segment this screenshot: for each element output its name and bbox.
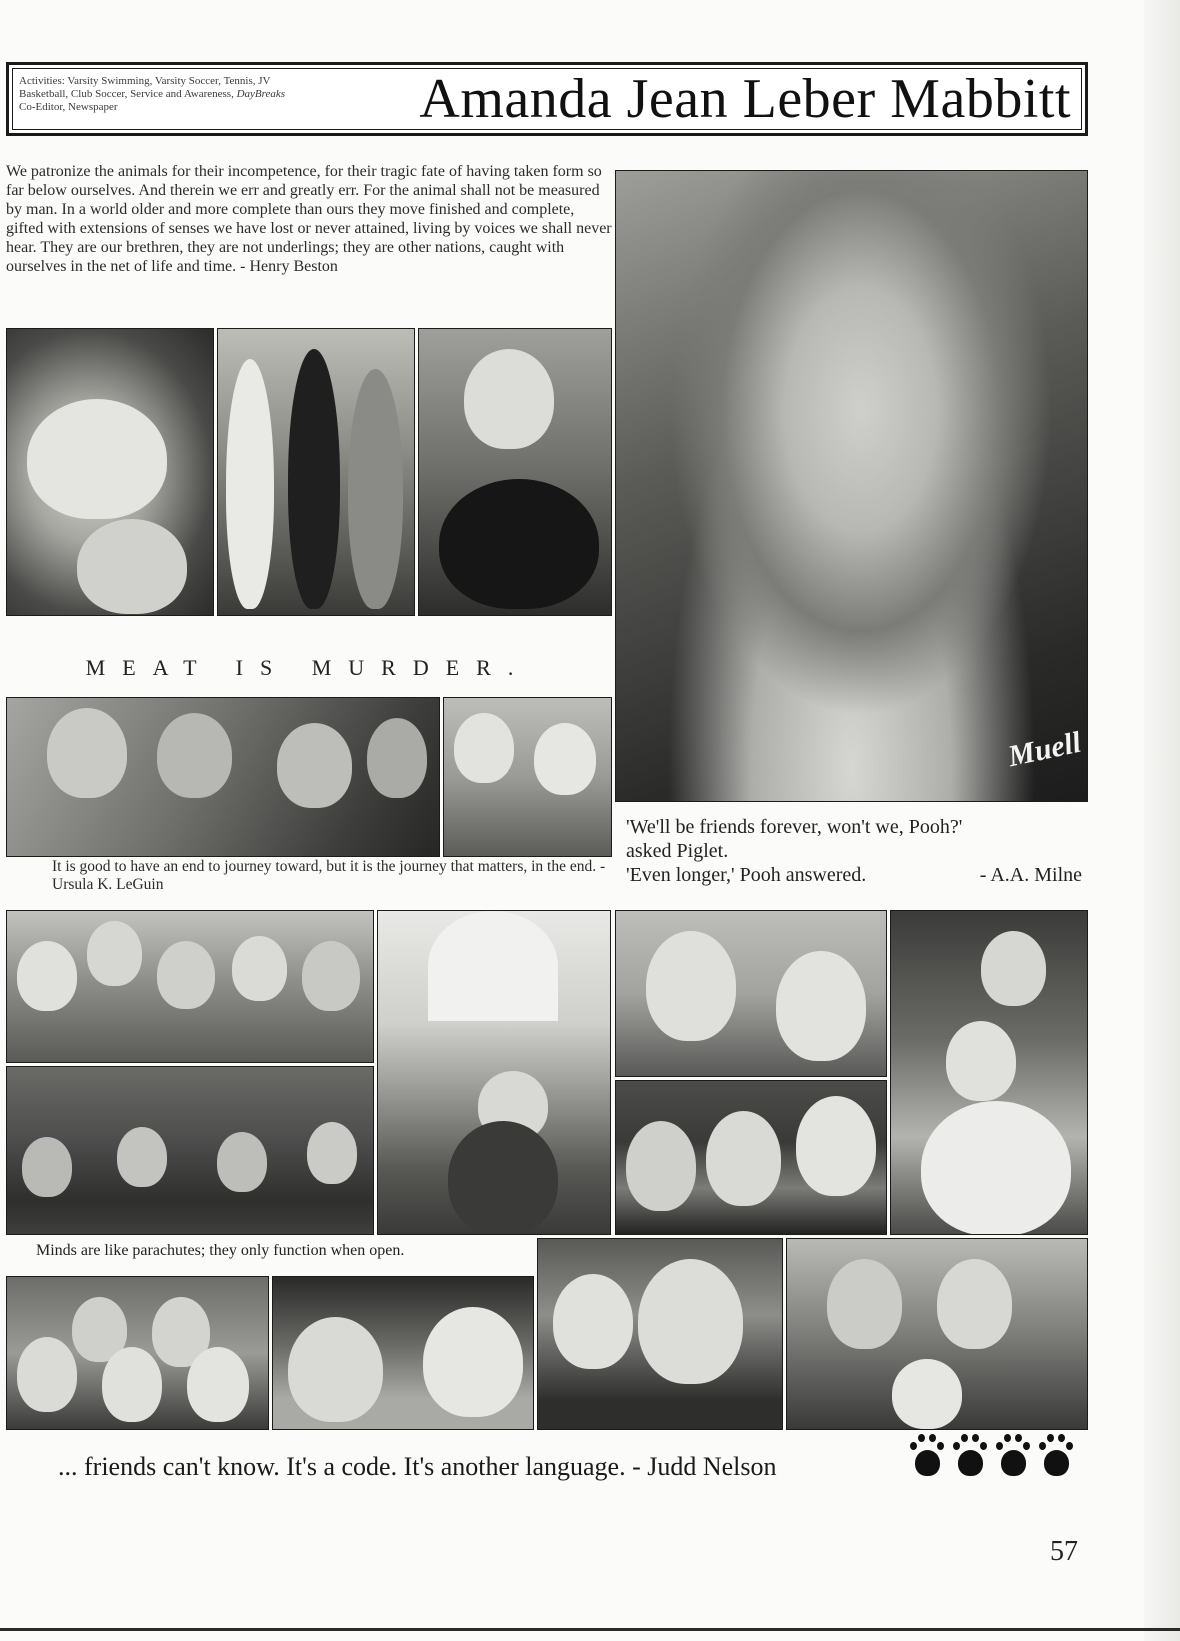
face-shape xyxy=(367,718,427,798)
face-shape xyxy=(307,1122,357,1184)
judd-nelson-quote: ... friends can't know. It's a code. It's another language. - Judd Nelson xyxy=(58,1452,777,1481)
figure-shape xyxy=(348,369,403,609)
name-header xyxy=(6,62,1088,136)
face-shape xyxy=(87,921,142,986)
photo-friends-saluting xyxy=(6,697,440,857)
face-shape xyxy=(217,1132,267,1192)
paw-print-icon xyxy=(994,1432,1032,1480)
face-shape xyxy=(423,1307,523,1417)
figure-shape xyxy=(226,359,274,609)
face-shape xyxy=(981,931,1046,1006)
face-shape xyxy=(706,1111,781,1206)
photo-five-girls xyxy=(6,1276,269,1430)
senior-portrait xyxy=(615,170,1088,802)
capitol-dome-shape xyxy=(428,911,558,1021)
face-shape xyxy=(187,1347,249,1422)
photo-dogs xyxy=(6,328,214,616)
milne-line-2: asked Piglet. xyxy=(626,840,729,862)
photo-friends-in-gowns xyxy=(217,328,415,616)
beston-quote: We patronize the animals for their incompetence, for their tragic fate of having taken form so far below ourselves. And therein we err and greatly err. For the animal shall not be measured by man. In a world older and more complete than ours they move finished and complete, gifted with extensions of senses we have lost or never attained, living by voices we shall never hear. They are our brethren, they are not underlings; they are other nations, caught with ourselves in the net of life and time. - Henry Beston xyxy=(6,163,612,275)
face-shape xyxy=(796,1096,876,1196)
face-shape xyxy=(47,708,127,798)
photo-group-on-couch xyxy=(6,910,374,1063)
face-shape xyxy=(232,936,287,1001)
page-edge-shade xyxy=(1144,0,1180,1641)
face-shape xyxy=(17,941,77,1011)
photo-friends-at-restaurant xyxy=(6,1066,374,1235)
milne-attribution: - A.A. Milne xyxy=(979,864,1082,886)
face-shape xyxy=(638,1259,743,1384)
face-shape xyxy=(117,1127,167,1187)
page-number: 57 xyxy=(1050,1536,1078,1567)
face-shape xyxy=(553,1274,633,1369)
face-shape xyxy=(626,1121,696,1211)
paw-prints xyxy=(908,1432,1078,1484)
activities-line-1: Activities: Varsity Swimming, Varsity Soccer, Tennis, JV xyxy=(19,75,271,87)
photo-family-outdoors xyxy=(786,1238,1088,1430)
photo-child-with-dog xyxy=(418,328,612,616)
face-shape xyxy=(102,1347,162,1422)
photo-capitol-father-child xyxy=(377,910,611,1235)
face-shape xyxy=(454,713,514,783)
father-shape xyxy=(448,1121,558,1235)
photo-girls-outdoors xyxy=(890,910,1088,1235)
photo-two-girls xyxy=(615,910,887,1077)
face-shape xyxy=(646,931,736,1041)
meat-is-murder-caption: MEAT IS MURDER. xyxy=(85,655,531,680)
face-shape xyxy=(277,723,352,808)
white-jacket-shape xyxy=(921,1101,1071,1235)
face-shape xyxy=(776,951,866,1061)
face-shape xyxy=(534,723,596,795)
activities-line-2: Basketball, Club Soccer, Service and Awareness, xyxy=(19,88,237,100)
paw-print-icon xyxy=(1037,1432,1075,1480)
milne-quote xyxy=(626,815,1096,887)
paw-print-icon xyxy=(951,1432,989,1480)
face-shape xyxy=(157,941,215,1009)
face-shape xyxy=(302,941,360,1011)
face-shape xyxy=(827,1259,902,1349)
bottom-page-edge xyxy=(0,1628,1180,1631)
paw-print-icon xyxy=(908,1432,946,1480)
face-shape xyxy=(946,1021,1016,1101)
face-shape xyxy=(157,713,232,798)
photo-mother-and-child xyxy=(537,1238,783,1430)
milne-line-3: 'Even longer,' Pooh answered. xyxy=(626,864,867,886)
activities-list xyxy=(19,75,379,114)
baby-face-shape xyxy=(892,1359,962,1429)
senior-name: Amanda Jean Leber Mabbitt xyxy=(419,68,1071,130)
dog-shape xyxy=(77,519,187,614)
dog-shape xyxy=(27,399,167,519)
activities-line-3: Co-Editor, Newspaper xyxy=(19,101,118,113)
dog-shape xyxy=(439,479,599,609)
face-shape xyxy=(17,1337,77,1412)
photo-boy-and-girl xyxy=(272,1276,534,1430)
photo-two-toddlers xyxy=(443,697,612,857)
face-shape xyxy=(22,1137,72,1197)
face-shape xyxy=(937,1259,1012,1349)
figure-shape xyxy=(288,349,340,609)
photographer-signature: Muell xyxy=(1004,725,1084,774)
face-shape xyxy=(288,1317,383,1422)
daybreaks-title: DayBreaks xyxy=(236,88,286,100)
parachutes-quote: Minds are like parachutes; they only function when open. xyxy=(36,1242,405,1259)
milne-line-1: 'We'll be friends forever, won't we, Pooh?' xyxy=(626,816,963,838)
leguin-quote: It is good to have an end to journey toward, but it is the journey that matters, in the end. -Ursula K. LeGuin xyxy=(52,858,606,893)
child-face-shape xyxy=(464,349,554,449)
photo-three-girls xyxy=(615,1080,887,1235)
